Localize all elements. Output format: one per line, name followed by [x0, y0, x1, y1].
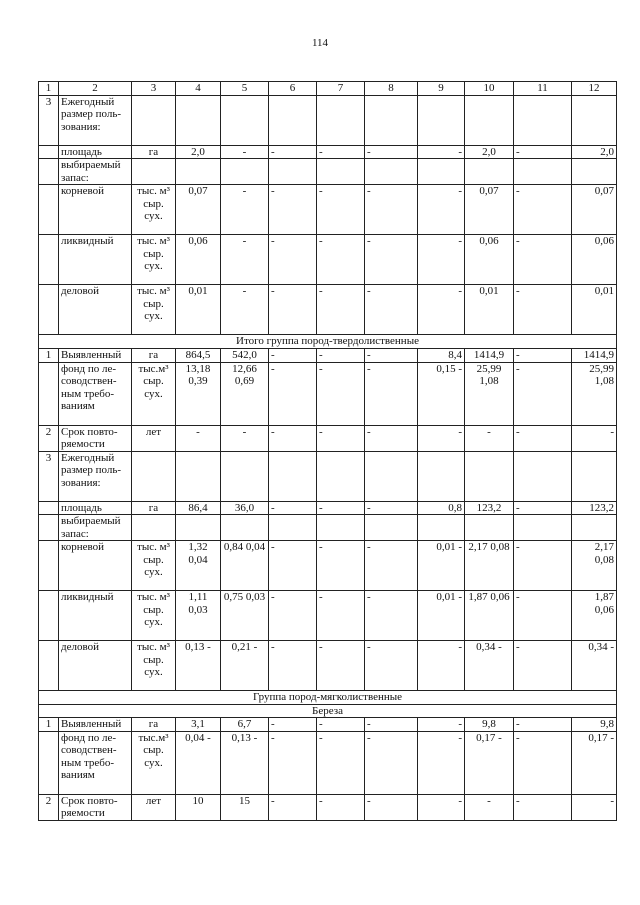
table-cell: - — [418, 425, 465, 451]
table-cell: - — [514, 641, 572, 691]
table-cell: - — [221, 285, 269, 335]
table-cell: 0,84 0,04 — [221, 541, 269, 591]
table-cell: Выявленный — [59, 349, 132, 363]
table-cell: - — [418, 731, 465, 794]
table-cell: тыс. м³ сыр. сух. — [132, 285, 176, 335]
table-cell — [132, 515, 176, 541]
table-cell: тыс. м³ сыр. сух. — [132, 185, 176, 235]
table-cell: - — [365, 591, 418, 641]
table-cell — [317, 451, 365, 501]
table-cell: - — [317, 731, 365, 794]
table-cell: тыс.м³ сыр. сух. — [132, 731, 176, 794]
table-cell: 1414,9 — [572, 349, 617, 363]
table-row — [39, 159, 617, 185]
table-cell: - — [365, 718, 418, 732]
table-cell: выбираемый запас: — [59, 159, 132, 185]
table-cell — [176, 95, 221, 145]
table-cell — [132, 95, 176, 145]
table-cell: - — [269, 362, 317, 425]
table-cell — [39, 235, 59, 285]
table-cell — [269, 159, 317, 185]
table-cell: корневой — [59, 541, 132, 591]
table-cell: - — [465, 425, 514, 451]
table-row — [39, 718, 617, 732]
table-row — [39, 235, 617, 285]
table-cell: деловой — [59, 641, 132, 691]
table-cell: - — [221, 235, 269, 285]
table-cell: - — [365, 541, 418, 591]
table-cell: лет — [132, 425, 176, 451]
column-header-10: 10 — [465, 82, 514, 96]
table-cell — [176, 515, 221, 541]
table-cell — [514, 515, 572, 541]
table-cell: - — [269, 541, 317, 591]
table-cell: деловой — [59, 285, 132, 335]
table-cell — [221, 451, 269, 501]
table-cell — [39, 591, 59, 641]
table-cell: 0,07 — [465, 185, 514, 235]
table-cell: 0,06 — [176, 235, 221, 285]
table-cell: 2,0 — [465, 145, 514, 159]
table-cell — [365, 95, 418, 145]
table-cell — [39, 362, 59, 425]
table-cell — [132, 159, 176, 185]
table-cell: - — [514, 285, 572, 335]
table-cell: - — [317, 501, 365, 515]
table-row — [39, 731, 617, 794]
table-cell: - — [418, 285, 465, 335]
table-cell: - — [269, 185, 317, 235]
table-cell: тыс. м³ сыр. сух. — [132, 235, 176, 285]
table-cell: - — [514, 718, 572, 732]
table-cell: 1,32 0,04 — [176, 541, 221, 591]
page-number: 114 — [311, 37, 329, 49]
section-title: Береза — [39, 704, 617, 718]
table-cell: 0,75 0,03 — [221, 591, 269, 641]
table-row — [39, 145, 617, 159]
table-cell: - — [514, 185, 572, 235]
table-cell: - — [269, 731, 317, 794]
table-cell: 2 — [39, 794, 59, 820]
table-cell: - — [221, 145, 269, 159]
table-cell — [572, 451, 617, 501]
table-cell: 0,34 - — [572, 641, 617, 691]
table-cell: - — [465, 794, 514, 820]
table-cell — [39, 159, 59, 185]
table-cell: - — [572, 425, 617, 451]
table-cell: 0,17 - — [572, 731, 617, 794]
table-cell: 0,13 - — [221, 731, 269, 794]
table-cell: 25,99 1,08 — [465, 362, 514, 425]
table-cell: - — [418, 718, 465, 732]
table-cell: тыс.м³ сыр. сух. — [132, 362, 176, 425]
table-cell — [39, 731, 59, 794]
table-cell: - — [176, 425, 221, 451]
table-cell: выбираемый запас: — [59, 515, 132, 541]
table-cell — [39, 641, 59, 691]
table-cell: 3 — [39, 95, 59, 145]
table-cell: 0,01 - — [418, 591, 465, 641]
table-cell: - — [317, 425, 365, 451]
table-cell: - — [317, 285, 365, 335]
table-row — [39, 95, 617, 145]
table-row — [39, 425, 617, 451]
table-cell: 36,0 — [221, 501, 269, 515]
table-cell: - — [365, 641, 418, 691]
table-cell — [365, 515, 418, 541]
table-cell — [221, 515, 269, 541]
table-cell: Срок повто-ряемости — [59, 794, 132, 820]
table-cell: тыс. м³ сыр. сух. — [132, 591, 176, 641]
table-row — [39, 641, 617, 691]
table-row — [39, 451, 617, 501]
table-cell: 1 — [39, 718, 59, 732]
table-cell: - — [365, 185, 418, 235]
column-header-1: 1 — [39, 82, 59, 96]
table-cell: 3,1 — [176, 718, 221, 732]
column-header-12: 12 — [572, 82, 617, 96]
table-cell: - — [365, 235, 418, 285]
table-cell: 0,15 - — [418, 362, 465, 425]
table-cell: - — [269, 285, 317, 335]
forest-use-table — [38, 81, 617, 821]
table-cell: 2,17 0,08 — [465, 541, 514, 591]
table-cell: 86,4 — [176, 501, 221, 515]
table-cell: - — [269, 718, 317, 732]
table-cell: 2 — [39, 425, 59, 451]
table-cell — [572, 515, 617, 541]
table-cell: га — [132, 501, 176, 515]
table-cell: - — [269, 349, 317, 363]
section-header-row — [39, 704, 617, 718]
column-header-11: 11 — [514, 82, 572, 96]
section-header-row — [39, 691, 617, 705]
table-cell: га — [132, 349, 176, 363]
table-row — [39, 541, 617, 591]
table-cell — [176, 159, 221, 185]
table-cell: площадь — [59, 145, 132, 159]
table-cell: га — [132, 718, 176, 732]
table-cell: - — [514, 501, 572, 515]
table-row — [39, 285, 617, 335]
table-cell — [221, 95, 269, 145]
table-cell: 123,2 — [572, 501, 617, 515]
table-cell — [514, 95, 572, 145]
table-cell — [269, 451, 317, 501]
table-cell: - — [269, 641, 317, 691]
section-title: Итого группа пород-твердолиственные — [39, 335, 617, 349]
table-cell: - — [269, 425, 317, 451]
column-header-row — [39, 82, 617, 96]
table-cell: - — [365, 425, 418, 451]
table-cell: 25,99 1,08 — [572, 362, 617, 425]
table-cell: 2,0 — [572, 145, 617, 159]
table-cell: - — [572, 794, 617, 820]
table-cell: Срок повто-ряемости — [59, 425, 132, 451]
table-cell: - — [365, 731, 418, 794]
column-header-2: 2 — [59, 82, 132, 96]
table-cell: 9,8 — [572, 718, 617, 732]
table-cell: - — [514, 541, 572, 591]
table-cell — [514, 451, 572, 501]
table-cell: 1,11 0,03 — [176, 591, 221, 641]
table-cell: Ежегодный размер поль-зования: — [59, 95, 132, 145]
table-cell: 1,87 0,06 — [572, 591, 617, 641]
table-cell: - — [365, 285, 418, 335]
table-cell: 13,18 0,39 — [176, 362, 221, 425]
table-cell — [572, 95, 617, 145]
table-cell: - — [514, 731, 572, 794]
column-header-3: 3 — [132, 82, 176, 96]
table-cell: ликвидный — [59, 591, 132, 641]
table-cell: - — [514, 349, 572, 363]
table-cell — [465, 159, 514, 185]
table-cell: 1 — [39, 349, 59, 363]
table-cell: 0,01 — [572, 285, 617, 335]
table-cell — [465, 515, 514, 541]
table-cell: 2,17 0,08 — [572, 541, 617, 591]
table-cell — [132, 451, 176, 501]
table-cell: тыс. м³ сыр. сух. — [132, 541, 176, 591]
table-cell: - — [514, 425, 572, 451]
table-cell: - — [365, 501, 418, 515]
table-cell: 1,87 0,06 — [465, 591, 514, 641]
table-cell: - — [221, 185, 269, 235]
column-header-8: 8 — [365, 82, 418, 96]
table-cell — [317, 515, 365, 541]
table-cell: тыс. м³ сыр. сух. — [132, 641, 176, 691]
table-cell: - — [221, 425, 269, 451]
table-cell: - — [269, 591, 317, 641]
table-cell: 15 — [221, 794, 269, 820]
table-cell — [572, 159, 617, 185]
table-cell: 0,01 — [176, 285, 221, 335]
table-cell — [269, 95, 317, 145]
table-cell — [221, 159, 269, 185]
table-row — [39, 794, 617, 820]
table-cell: 10 — [176, 794, 221, 820]
table-cell: 2,0 — [176, 145, 221, 159]
table-row — [39, 591, 617, 641]
table-cell — [317, 95, 365, 145]
table-cell: 8,4 — [418, 349, 465, 363]
table-cell — [176, 451, 221, 501]
table-cell: - — [514, 145, 572, 159]
table-cell: - — [365, 145, 418, 159]
table-cell — [269, 515, 317, 541]
table-cell: Выявленный — [59, 718, 132, 732]
table-row — [39, 501, 617, 515]
table-cell: 123,2 — [465, 501, 514, 515]
table-cell: - — [317, 541, 365, 591]
table-cell: - — [317, 591, 365, 641]
table-cell: 0,13 - — [176, 641, 221, 691]
table-cell — [418, 451, 465, 501]
table-body — [39, 82, 617, 821]
table-cell — [39, 145, 59, 159]
table-cell: 9,8 — [465, 718, 514, 732]
table-row — [39, 349, 617, 363]
table-cell — [514, 159, 572, 185]
table-cell: 0,01 — [465, 285, 514, 335]
table-cell: - — [317, 145, 365, 159]
table-cell — [418, 159, 465, 185]
table-row — [39, 362, 617, 425]
table-cell: - — [418, 185, 465, 235]
table-cell: 0,21 - — [221, 641, 269, 691]
table-cell: - — [365, 362, 418, 425]
table-cell: 0,8 — [418, 501, 465, 515]
table-cell: фонд по ле-соводствен-ным требо-ваниям — [59, 362, 132, 425]
table-cell: - — [317, 641, 365, 691]
table-cell: - — [317, 185, 365, 235]
table-cell: 0,04 - — [176, 731, 221, 794]
table-cell: 864,5 — [176, 349, 221, 363]
table-cell: - — [418, 235, 465, 285]
table-cell: корневой — [59, 185, 132, 235]
section-header-row — [39, 335, 617, 349]
table-cell — [465, 451, 514, 501]
table-cell: площадь — [59, 501, 132, 515]
table-cell: - — [514, 591, 572, 641]
table-row — [39, 185, 617, 235]
table-cell: - — [418, 794, 465, 820]
table-cell — [418, 515, 465, 541]
table-cell — [39, 541, 59, 591]
table-cell: - — [317, 718, 365, 732]
table-cell: - — [269, 235, 317, 285]
table-cell: 3 — [39, 451, 59, 501]
table-cell: 12,66 0,69 — [221, 362, 269, 425]
table-cell: - — [317, 794, 365, 820]
column-header-6: 6 — [269, 82, 317, 96]
column-header-4: 4 — [176, 82, 221, 96]
table-cell: фонд по ле-соводствен-ным требо-ваниям — [59, 731, 132, 794]
table-cell: 0,06 — [572, 235, 617, 285]
table-cell: 0,06 — [465, 235, 514, 285]
table-cell: 0,17 - — [465, 731, 514, 794]
table-cell: 0,07 — [572, 185, 617, 235]
table-cell: Ежегодный размер поль-зования: — [59, 451, 132, 501]
table-cell: 0,34 - — [465, 641, 514, 691]
table-cell — [39, 501, 59, 515]
table-cell: - — [317, 235, 365, 285]
table-cell: - — [418, 145, 465, 159]
table-cell — [39, 185, 59, 235]
table-cell: - — [514, 235, 572, 285]
column-header-9: 9 — [418, 82, 465, 96]
table-cell: - — [269, 145, 317, 159]
table-cell: 542,0 — [221, 349, 269, 363]
table-cell: 6,7 — [221, 718, 269, 732]
table-cell: 0,07 — [176, 185, 221, 235]
table-cell: - — [514, 794, 572, 820]
column-header-7: 7 — [317, 82, 365, 96]
section-title: Группа пород-мягколиственные — [39, 691, 617, 705]
table-cell — [365, 451, 418, 501]
table-cell — [365, 159, 418, 185]
table-cell: - — [269, 794, 317, 820]
table-cell: 0,01 - — [418, 541, 465, 591]
table-cell: - — [317, 349, 365, 363]
table-cell: - — [365, 349, 418, 363]
table-cell — [39, 515, 59, 541]
table-cell: ликвидный — [59, 235, 132, 285]
table-cell: - — [365, 794, 418, 820]
table-cell: - — [269, 501, 317, 515]
column-header-5: 5 — [221, 82, 269, 96]
table-row — [39, 515, 617, 541]
table-cell: га — [132, 145, 176, 159]
table-cell — [465, 95, 514, 145]
table-cell — [317, 159, 365, 185]
table-cell: - — [317, 362, 365, 425]
table-cell: лет — [132, 794, 176, 820]
table-cell — [39, 285, 59, 335]
table-cell: - — [514, 362, 572, 425]
table-cell: 1414,9 — [465, 349, 514, 363]
table-cell — [418, 95, 465, 145]
table-cell: - — [418, 641, 465, 691]
